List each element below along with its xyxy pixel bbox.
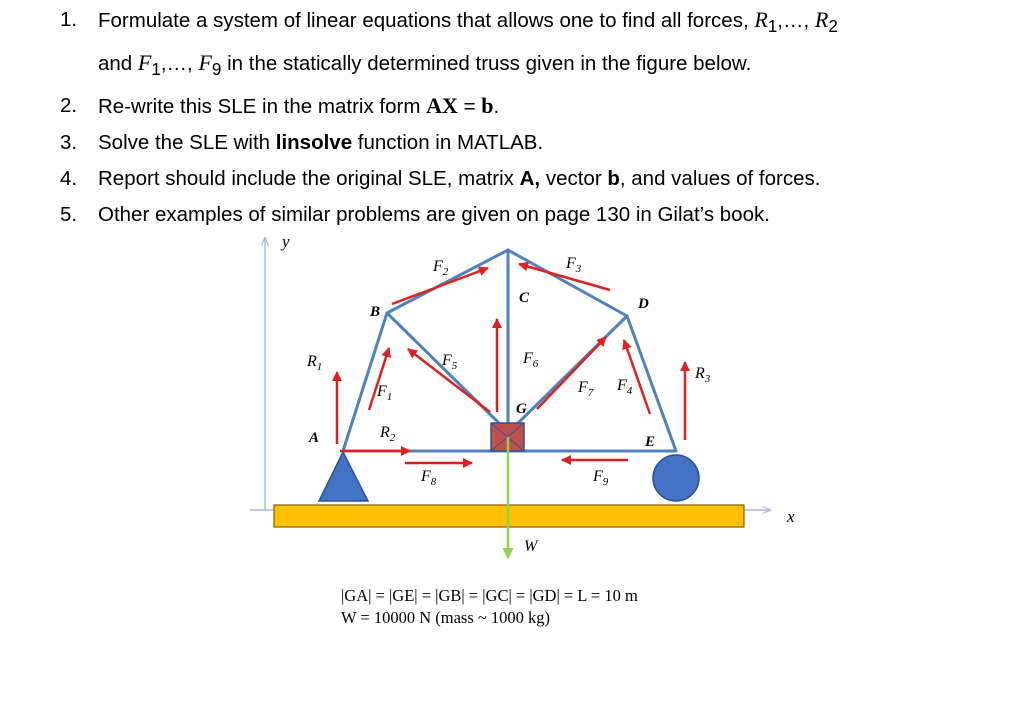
node-label-b: B — [370, 304, 381, 320]
x-axis-label: x — [787, 507, 795, 526]
pin-support — [319, 452, 368, 501]
node-labels — [308, 290, 655, 450]
member-dg — [512, 316, 627, 429]
node-label-a: A — [309, 430, 320, 446]
member-bc — [387, 250, 508, 313]
task-text: Report should include the original SLE, matrix A, vector b, and values of forces. — [98, 167, 821, 191]
force-label-f9: $F_9$ — [593, 468, 609, 488]
geometry-equation: |GA| = |GE| = |GB| = |GC| = |GD| = L = 10 m — [341, 586, 638, 605]
task-number: 3. — [60, 131, 78, 155]
force-label-f5: $F_5$ — [442, 352, 458, 372]
weight-label: W — [524, 538, 538, 555]
weight-equation: W = 10000 N (mass ~ 1000 kg) — [341, 608, 551, 627]
task-item-1-continued: and $F_1,\dots$, $F_9$ in the statically determined truss given in the figure below. — [98, 50, 752, 80]
force-label-r2: $R_2$ — [380, 424, 396, 444]
task-number: 4. — [60, 167, 78, 191]
task-text: Re-write this SLE in the matrix form AX = b. — [98, 93, 500, 119]
task-text: Other examples of similar problems are given on page 130 in Gilat’s book. — [98, 203, 770, 227]
node-label-g: G — [516, 401, 527, 417]
force-arrow-f3 — [519, 264, 610, 290]
y-axis-label: y — [282, 232, 290, 251]
force-label-f3: $F_3$ — [566, 255, 582, 275]
force-label-f6: $F_6$ — [523, 350, 539, 370]
force-label-r3: $R_3$ — [695, 365, 711, 385]
roller-support — [653, 455, 699, 501]
node-label-c: C — [519, 290, 530, 306]
member-de — [627, 316, 676, 451]
node-label-d: D — [638, 296, 649, 312]
force-arrow-f4 — [624, 340, 650, 414]
task-number: 2. — [60, 94, 78, 118]
task-text: Solve the SLE with linsolve function in MATLAB. — [98, 131, 544, 155]
task-text: Formulate a system of linear equations that allows one to find all forces, $R_1,\dots$, $R_2$ — [98, 7, 838, 37]
node-label-e: E — [645, 434, 656, 450]
force-label-f7: $F_7$ — [578, 379, 594, 399]
force-label-f8: $F_8$ — [421, 468, 437, 488]
member-bg — [387, 313, 505, 429]
truss-members — [343, 250, 676, 451]
force-label-f2: $F_2$ — [433, 258, 449, 278]
force-label-f1: $F_1$ — [377, 383, 393, 403]
task-number: 1. — [60, 8, 78, 31]
task-number: 5. — [60, 203, 78, 227]
force-label-r1: $R_1$ — [307, 353, 323, 373]
force-arrow-f7 — [537, 337, 606, 409]
force-label-f4: $F_4$ — [617, 377, 633, 397]
